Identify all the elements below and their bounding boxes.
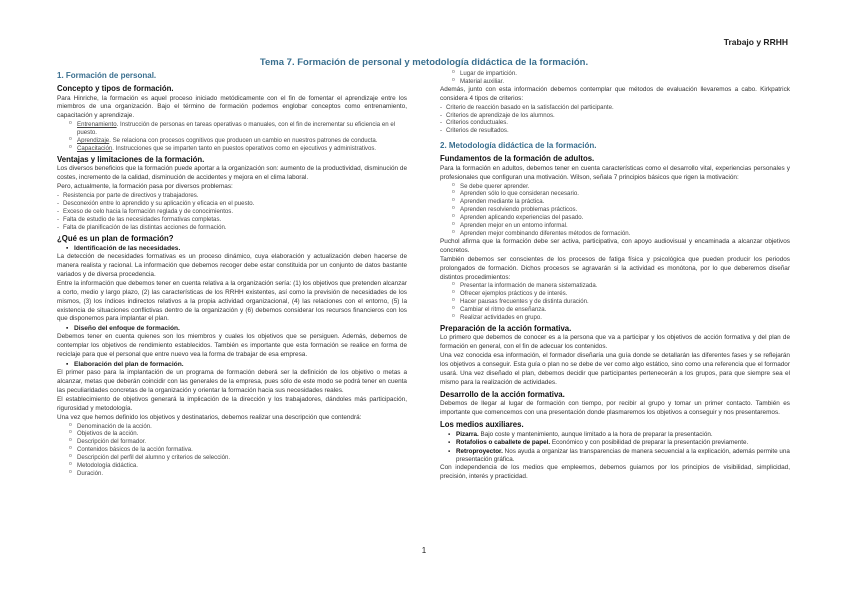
- paragraph-fundamentos: Para la formación en adultos, debemos tener en cuenta características como el desarrollo vital, experiencias personales y profesionales que configuran una motivación. Wilson, señala 7 principios básicos que rigen la motivación:: [440, 164, 790, 181]
- item-text: Aprenden mejor combinando diferentes métodos de formación.: [460, 230, 631, 237]
- item-text: Ofrecer ejemplos prácticos y de interés.: [460, 290, 568, 298]
- item-text: Hacer pausas frecuentes y de distinta duración.: [460, 298, 589, 306]
- header-title: Trabajo y RRHH: [723, 37, 788, 47]
- dot-bullet-icon: -: [440, 119, 443, 127]
- list-medios: [440, 431, 790, 465]
- degree-bullet-icon: o: [452, 281, 455, 288]
- item-text: Falta de planificación de las distintas acciones de formación.: [63, 223, 227, 231]
- paragraph-elab-2: El establecimiento de objetivos generará la implicación de la dirección y los trabajadores, dándoles más participación, rigurosidad y metodología.: [57, 395, 407, 412]
- list-item: [57, 423, 407, 431]
- paragraph-elab-1: El primer paso para la implantación de un programa de formación deberá ser la definición de los objetivo o metas a alcanzar, metas que deberán coincidir con las generales de la empresa, pues sólo de este modo se podrá tener en cuenta las peculiaridades concretas de la organización y orientar la formación hacia sus necesidades reales.: [57, 369, 407, 394]
- list-item: [440, 78, 790, 86]
- term: Capacitación: [77, 144, 113, 152]
- list-descripcion: [57, 423, 407, 478]
- dot-bullet-icon: -: [440, 127, 443, 135]
- item-text: Duración.: [77, 469, 104, 477]
- item-text: Lugar de impartición.: [460, 70, 517, 77]
- item-text: Exceso de celo hacia la formación reglada y de conocimientos.: [63, 207, 234, 215]
- bullet-heading-text: Identificación de las necesidades.: [74, 245, 181, 253]
- item-text: . Instrucción de personas en tareas operativas o manuales, con el fin de incrementar su eficiencia en el puesto.: [77, 121, 396, 137]
- list-item: [57, 446, 407, 454]
- item-text: Contenidos básicos de la acción formativa.: [77, 446, 193, 454]
- degree-bullet-icon: o: [452, 221, 455, 228]
- list-item: [440, 183, 790, 191]
- list-item: [57, 145, 407, 153]
- list-item: [57, 137, 407, 145]
- item-text: Cambiar el ritmo de enseñanza.: [460, 306, 547, 314]
- term: Retroproyector.: [456, 447, 503, 455]
- list-tipos: [57, 121, 407, 153]
- item-text: Aprenden mejor en un entorno informal.: [460, 222, 568, 230]
- degree-bullet-icon: o: [69, 421, 72, 428]
- list-item: [57, 216, 407, 224]
- degree-bullet-icon: o: [69, 120, 72, 127]
- item-text: Presentar la información de manera sistematizada.: [460, 282, 598, 290]
- degree-bullet-icon: o: [69, 437, 72, 444]
- list-item: [440, 431, 790, 439]
- heading-desarrollo: Desarrollo de la acción formativa.: [440, 389, 565, 399]
- left-column: [57, 70, 407, 478]
- list-item: [440, 104, 790, 112]
- degree-bullet-icon: o: [452, 289, 455, 296]
- degree-bullet-icon: o: [452, 313, 455, 320]
- dot-bullet-icon: -: [440, 103, 443, 111]
- dot-bullet-icon: -: [440, 111, 443, 119]
- paragraph-prep-2: Una vez conocida esa información, el formador diseñaría una guía donde se detallarán las diferentes fases y se reflejarán los objetivos a conseguir. Esta guía o plan no se debe de ver como algo estático, sino como una referencia que el formador usará. Una vez diseñado el plan, debemos decidir que participantes pertenecerán a los grupos, para que siempre sea el mismo para la realización de actividades.: [440, 352, 790, 386]
- degree-bullet-icon: o: [452, 189, 455, 196]
- heading-ventajas: Ventajas y limitaciones de la formación.: [57, 154, 205, 164]
- paragraph-ident-2: Entre la información que debemos tener en cuenta relativa a la organización sería: (1) los objetivos que pretenden alcanzar a corto, medio y largo plazo, (2) las características de los RRHH existentes, así como la previsión de necesidades de los mismos, (3) los índices indirectos relativos a la propia actividad organizacional, (4) las relaciones con el entorno, (5) la existencia de situaciones conflictivas dentro de la organización y (6) debemos considerar los recursos financieros con los que disponemos para implantar el plan.: [57, 279, 407, 323]
- dot-bullet-icon: -: [57, 223, 60, 231]
- list-item: [440, 306, 790, 314]
- degree-bullet-icon: o: [452, 76, 455, 83]
- list-item: [440, 190, 790, 198]
- right-column: [440, 70, 790, 482]
- list-item: [57, 200, 407, 208]
- paragraph-final: Con independencia de los medios que empleemos, debemos guiarnos por los principios de visibilidad, simplicidad, precisión, interés y practicidad.: [440, 464, 790, 481]
- degree-bullet-icon: o: [69, 445, 72, 452]
- square-bullet-icon: ▪: [66, 361, 69, 369]
- paragraph-tambien: También debemos ser conscientes de los procesos de fatiga física y psicológica que pueden producir los periodos prolongados de formación. Dichos procesos se agravarán si la actividad es monótona, por lo que deberemos diseñar distintos procedimientos:: [440, 255, 790, 281]
- list-item: [440, 198, 790, 206]
- list-item: [440, 314, 790, 322]
- degree-bullet-icon: o: [452, 213, 455, 220]
- list-item: [440, 222, 790, 230]
- square-bullet-icon: ▪: [448, 439, 451, 447]
- list-item: [440, 119, 790, 127]
- item-text: Aprenden sólo lo que consideran necesario.: [460, 190, 579, 198]
- dot-bullet-icon: -: [57, 207, 60, 215]
- paragraph-ventajas: Los diversos beneficios que la formación puede aportar a la organización son: aumento de la productividad, disminución de costes, incremento de la calidad, disminución de accidentes y mejora en el clima laboral.: [57, 165, 407, 182]
- item-text: Económico y con posibilidad de preparar la presentación previamente.: [550, 439, 749, 447]
- item-text: Objetivos de la acción.: [77, 430, 139, 438]
- section-heading-2: 2. Metodología didáctica de la formación.: [440, 141, 597, 151]
- degree-bullet-icon: o: [69, 453, 72, 460]
- square-bullet-icon: ▪: [66, 325, 69, 333]
- term: Entrenamiento: [77, 121, 117, 129]
- paragraph-diseno: Debemos tener en cuenta quienes son los miembros y cuales los objetivos que se persiguen. Además, debemos de contemplar los objetivos de rendimiento establecidos. También es importante que esta formación se realice en forma de reciclaje para que el personal que entre nuevo vea la forma de trabajar de esa empresa.: [57, 333, 407, 359]
- dot-bullet-icon: -: [57, 192, 60, 200]
- paragraph-prep-1: Lo primero que debemos de conocer es a la persona que va a participar y los objetivos de acción formativa y del plan de formación en general, con el fin de adecuar los contenidos.: [440, 334, 790, 351]
- bullet-heading-identificacion: [57, 244, 407, 253]
- item-text: Criterios conductuales.: [446, 119, 508, 127]
- heading-plan: ¿Qué es un plan de formación?: [57, 233, 174, 243]
- degree-bullet-icon: o: [452, 69, 455, 75]
- item-text: Material auxiliar.: [460, 77, 505, 85]
- list-item: [440, 290, 790, 298]
- item-text: Descripción del formador.: [77, 438, 147, 446]
- paragraph-pero: Pero, actualmente, la formación pasa por diversos problemas:: [57, 183, 233, 191]
- item-text: Nos ayuda a organizar las transparencias de manera secuencial a la explicación, además permite una presentación gráfica.: [456, 447, 790, 463]
- bullet-heading-elaboracion: [57, 360, 407, 369]
- list-problemas: [57, 192, 407, 232]
- term: Aprendizaje: [77, 137, 110, 145]
- paragraph-desarrollo: Debemos de llegar al lugar de formación con tiempo, por recibir al grupo y tomar un primer contacto. También es importante que comencemos con una presentación donde plasmaremos los objetivos a conseguir y nos presentaremos.: [440, 400, 790, 417]
- list-item: [440, 214, 790, 222]
- list-item: [57, 430, 407, 438]
- item-text: . Se relaciona con procesos cognitivos que producen un cambio en nuestros patrones de conducta.: [109, 137, 378, 145]
- list-criterios: [440, 104, 790, 136]
- list-principios: [440, 183, 790, 238]
- degree-bullet-icon: o: [452, 229, 455, 235]
- paragraph-concepto: Para Hinriche, la formación es aquel proceso iniciado metódicamente con el fin de fomentar el aprendizaje entre los miembros de una organización. Bajo el término de formación podemos englobar conceptos como entrenamiento, capacitación y aprendizaje.: [57, 94, 407, 120]
- bullet-heading-diseno: [57, 324, 407, 333]
- list-item: [57, 224, 407, 232]
- item-text: Bajo coste y mantenimiento, aunque limitado a la hora de preparar la presentación.: [478, 430, 713, 438]
- square-bullet-icon: ▪: [448, 447, 451, 455]
- list-item: [440, 298, 790, 306]
- item-text: Criterios de resultados.: [446, 127, 509, 135]
- list-item: [440, 70, 790, 78]
- list-procedimientos: [440, 282, 790, 322]
- item-text: Desconexión entre lo aprendido y su aplicación y eficacia en el puesto.: [63, 199, 255, 207]
- list-item: [57, 121, 407, 137]
- item-text: Metodología didáctica.: [77, 462, 138, 470]
- paragraph-ident-1: La detección de necesidades formativas es un proceso dinámico, cuya elaboración y actualización deben hacerse de manera realista y racional. La información que debemos recoger debe estar constituida por un conjunto de datos bastante variados y de diversa procedencia.: [57, 253, 407, 278]
- degree-bullet-icon: o: [69, 429, 72, 436]
- list-item: [57, 454, 407, 462]
- heading-preparacion: Preparación de la acción formativa.: [440, 323, 572, 333]
- heading-fundamentos: Fundamentos de la formación de adultos.: [440, 154, 595, 164]
- list-item: [440, 439, 790, 447]
- item-text: Realizar actividades en grupo.: [460, 314, 542, 322]
- paragraph-elab-3: Una vez que hemos definido los objetivos y destinatarios, debemos realizar una descripción que contendrá:: [57, 413, 362, 421]
- degree-bullet-icon: o: [69, 468, 72, 475]
- list-item: [440, 206, 790, 214]
- item-text: Resistencia por parte de directivos y trabajadores.: [63, 192, 199, 200]
- degree-bullet-icon: o: [452, 197, 455, 204]
- list-item: [57, 438, 407, 446]
- square-bullet-icon: ▪: [448, 430, 451, 438]
- paragraph-ademas: Además, junto con esta información debemos contemplar que métodos de evaluación llevaremos a cabo. Kirkpatrick considera 4 tipos de criterios:: [440, 85, 790, 102]
- item-text: Denominación de la acción.: [77, 422, 152, 430]
- document-title: Tema 7. Formación de personal y metodología didáctica de la formación.: [259, 57, 589, 68]
- degree-bullet-icon: o: [69, 461, 72, 468]
- list-descripcion-continued: [440, 70, 790, 86]
- degree-bullet-icon: o: [69, 143, 72, 150]
- list-item: [440, 112, 790, 120]
- item-text: Aprenden resolviendo problemas prácticos.: [460, 206, 578, 214]
- list-item: [440, 230, 790, 238]
- bullet-heading-text: Diseño del enfoque de formación.: [74, 325, 180, 333]
- list-item: [57, 192, 407, 200]
- page-number: 1: [421, 546, 427, 555]
- item-text: Aprenden aplicando experiencias del pasado.: [460, 214, 584, 222]
- list-item: [57, 462, 407, 470]
- item-text: Descripción del perfil del alumno y criterios de selección.: [77, 454, 231, 462]
- degree-bullet-icon: o: [452, 205, 455, 212]
- item-text: Criterios de aprendizaje de los alumnos.: [446, 111, 555, 119]
- section-heading-1: 1. Formación de personal.: [57, 71, 157, 80]
- dot-bullet-icon: -: [57, 199, 60, 207]
- list-item: [440, 448, 790, 465]
- item-text: . Instrucciones que se imparten tanto en puestos operativos como en ejecutivos y administrativos.: [112, 144, 377, 152]
- item-text: Se debe querer aprender.: [460, 182, 530, 190]
- list-item: [440, 127, 790, 135]
- list-item: [57, 470, 407, 478]
- item-text: Falta de estudio de las necesidades formativas completas.: [63, 215, 222, 223]
- paragraph-puchol: Puchol afirma que la formación debe ser activa, participativa, con apoyo audiovisual y encaminada a alcanzar objetivos concretos.: [440, 237, 790, 254]
- degree-bullet-icon: o: [452, 297, 455, 304]
- bullet-heading-text: Elaboración del plan de formación.: [74, 361, 184, 369]
- degree-bullet-icon: o: [452, 305, 455, 312]
- list-item: [57, 208, 407, 216]
- item-text: Aprenden mediante la práctica.: [460, 198, 545, 206]
- term: Rotafolios o caballete de papel.: [456, 439, 551, 447]
- degree-bullet-icon: o: [452, 181, 455, 188]
- heading-medios: Los medios auxiliares.: [440, 420, 524, 430]
- list-item: [440, 282, 790, 290]
- square-bullet-icon: ▪: [66, 245, 69, 253]
- term: Pizarra.: [456, 430, 479, 438]
- degree-bullet-icon: o: [69, 136, 72, 143]
- dot-bullet-icon: -: [57, 215, 60, 223]
- item-text: Criterio de reacción basado en la satisfacción del participante.: [446, 103, 614, 111]
- heading-concepto: Concepto y tipos de formación.: [57, 84, 174, 93]
